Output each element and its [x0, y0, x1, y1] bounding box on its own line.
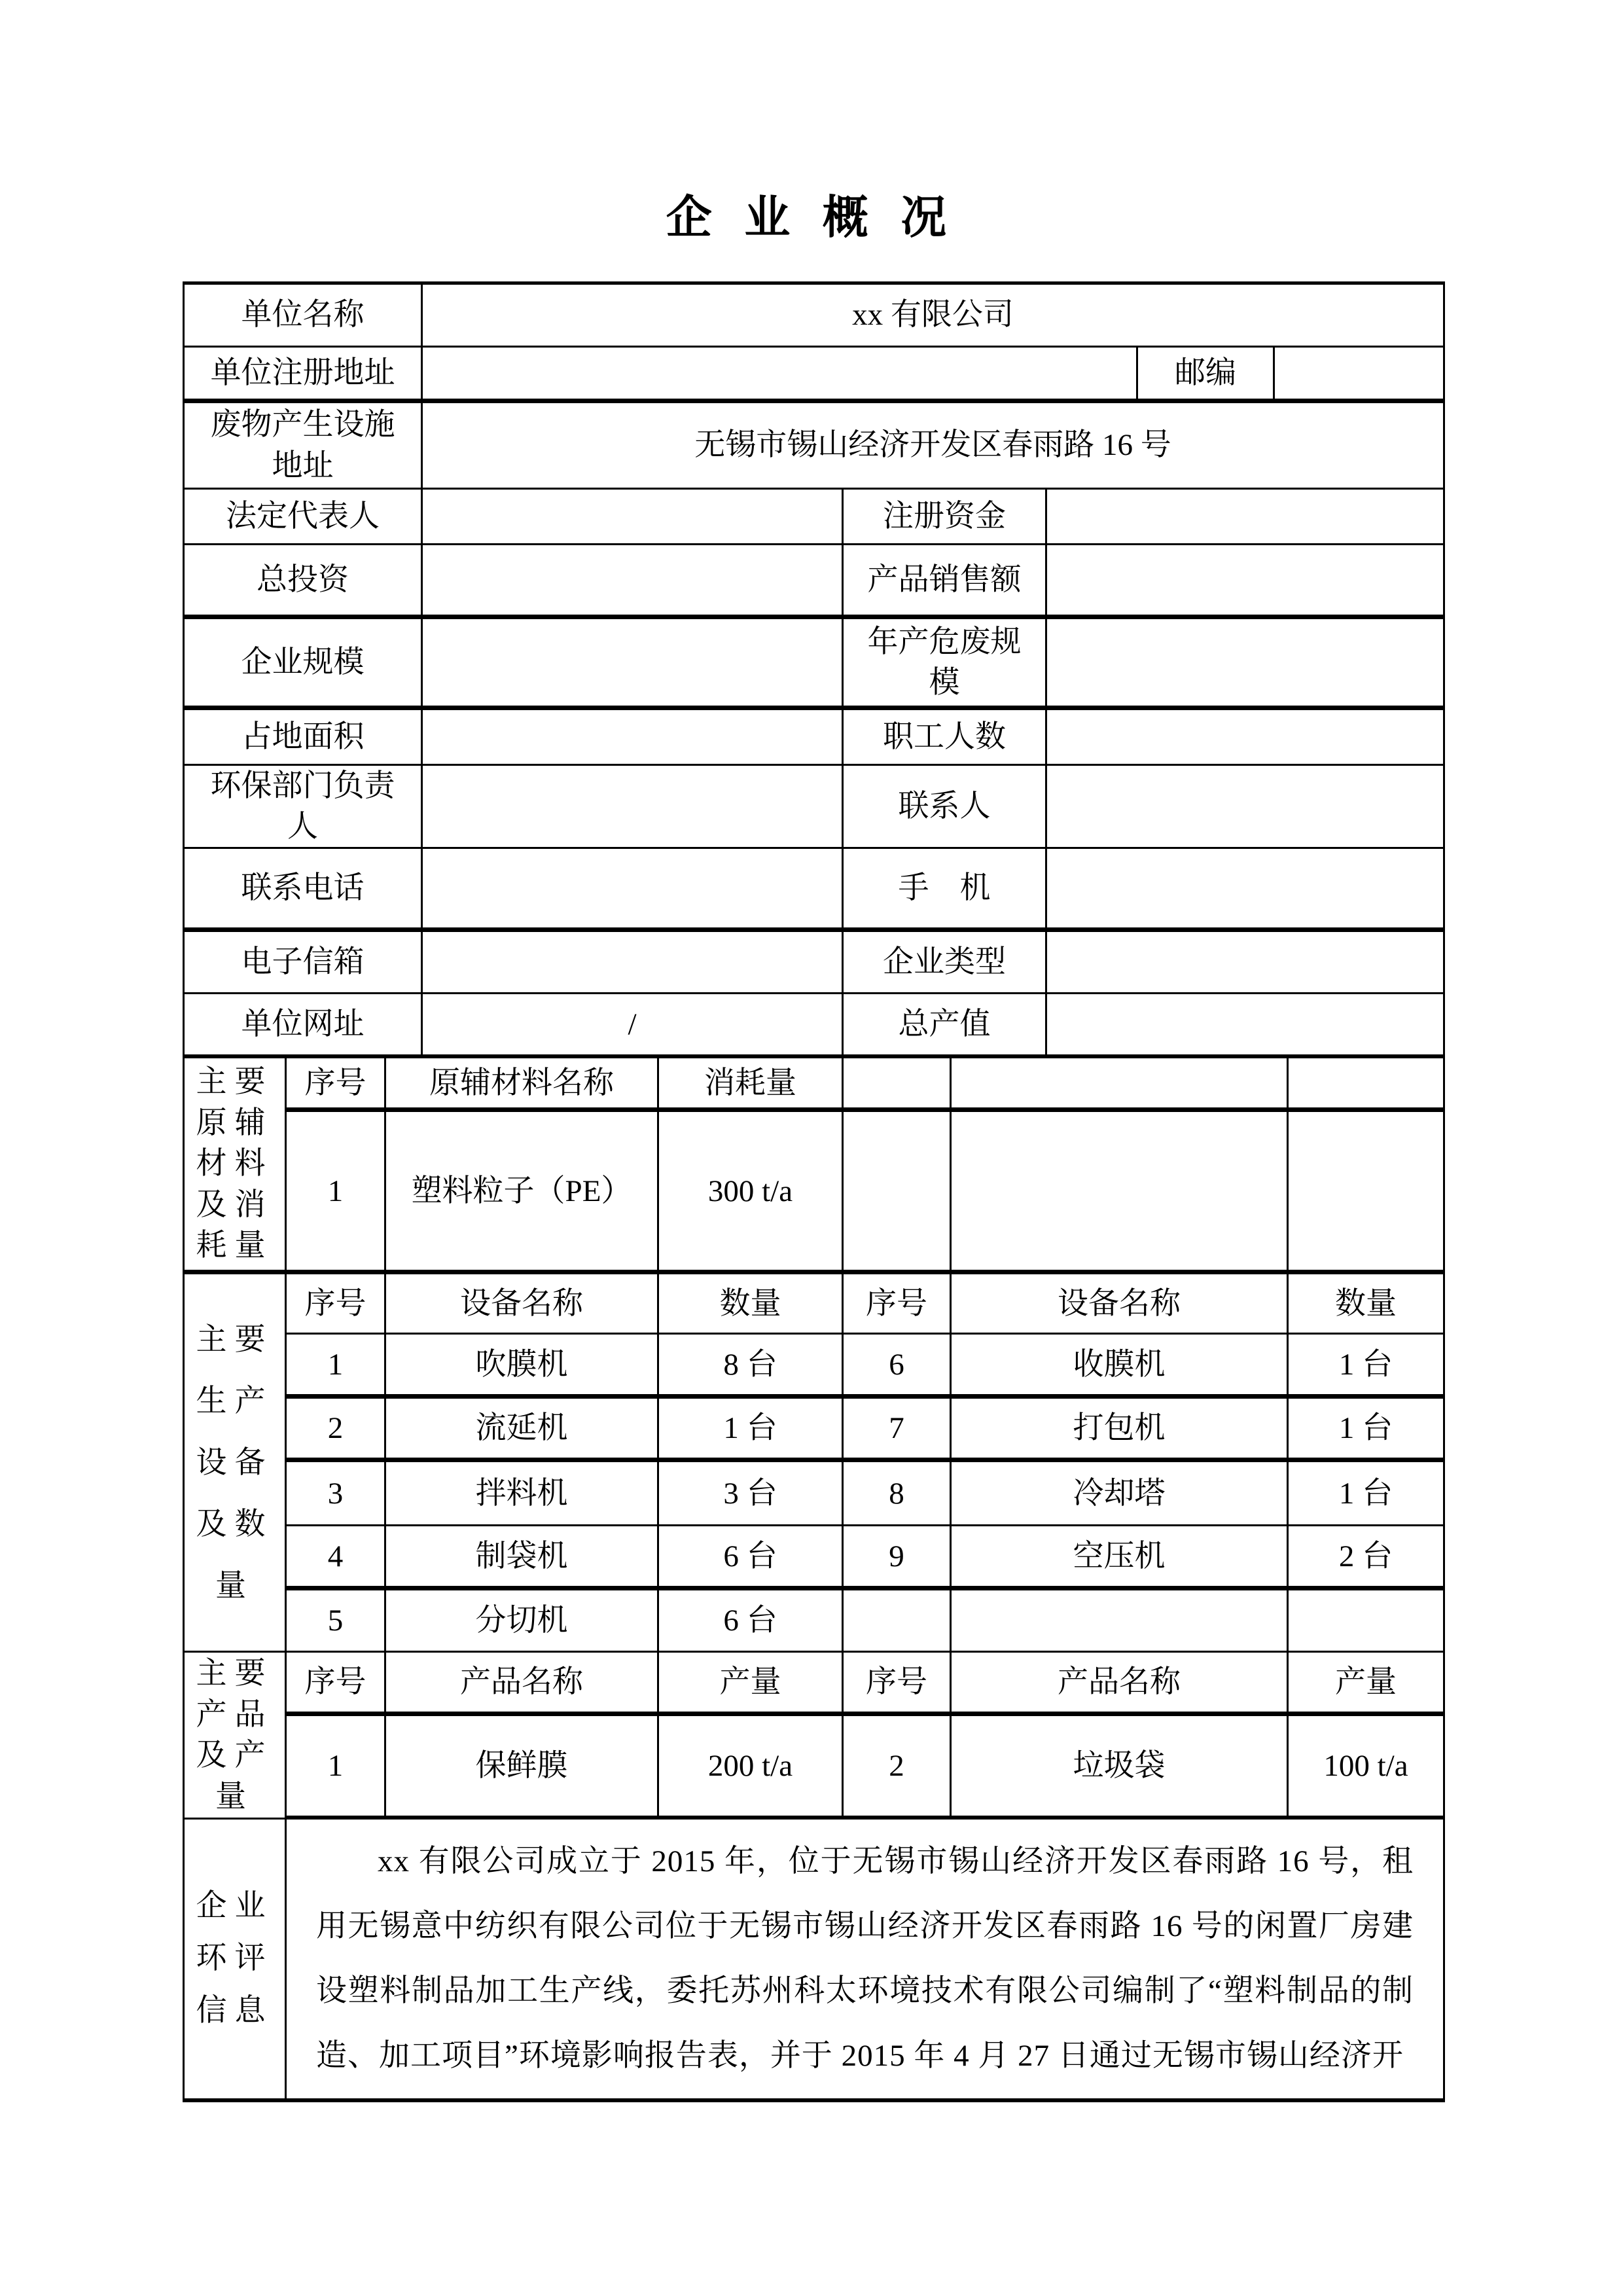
equipment-cell: 1 台 [1289, 1462, 1445, 1526]
equipment-cell: 流延机 [386, 1399, 659, 1462]
materials-header-name: 原辅材料名称 [386, 1058, 659, 1112]
value-enterprise-scale [423, 619, 844, 710]
label-employee-count: 职工人数 [844, 710, 1047, 766]
table-row [185, 1399, 1445, 1462]
equipment-cell: 6 [844, 1335, 952, 1399]
label-legal-representative: 法定代表人 [185, 490, 423, 545]
env-info-paragraph-cell [287, 1820, 1445, 2102]
equipment-cell: 制袋机 [386, 1526, 659, 1590]
equipment-cell: 吹膜机 [386, 1335, 659, 1399]
value-annual-hazwaste-scale [1047, 619, 1445, 710]
label-product-sales: 产品销售额 [844, 545, 1047, 619]
materials-cell-empty [1289, 1112, 1445, 1274]
equipment-cell: 5 [287, 1590, 386, 1653]
materials-cell-name: 塑料粒子（PE） [386, 1112, 659, 1274]
label-enterprise-type: 企业类型 [844, 932, 1047, 994]
value-legal-representative [423, 490, 844, 545]
env-info-table [183, 1820, 1445, 2102]
label-total-output-value: 总产值 [844, 994, 1047, 1056]
label-registered-address: 单位注册地址 [185, 348, 423, 403]
value-land-area [423, 710, 844, 766]
label-land-area: 占地面积 [185, 710, 423, 766]
equipment-cell: 9 [844, 1526, 952, 1590]
table-row [185, 1590, 1445, 1653]
equipment-cell: 打包机 [952, 1399, 1289, 1462]
equipment-cell: 8 台 [659, 1335, 844, 1399]
table-row [185, 1653, 1445, 1716]
value-facility-address: 无锡市锡山经济开发区春雨路 16 号 [423, 403, 1445, 490]
equipment-header-no: 序号 [287, 1274, 386, 1335]
page-title: 企 业 概 况 [666, 193, 957, 243]
label-registered-capital: 注册资金 [844, 490, 1047, 545]
label-email: 电子信箱 [185, 932, 423, 994]
value-contact-phone [423, 849, 844, 932]
equipment-cell: 4 [287, 1526, 386, 1590]
equipment-cell: 1 [287, 1335, 386, 1399]
materials-cell-empty [844, 1112, 952, 1274]
enterprise-overview-form [183, 281, 1445, 2102]
materials-header-amount: 消耗量 [659, 1058, 844, 1112]
materials-cell-no: 1 [287, 1112, 386, 1274]
env-info-paragraph: xx 有限公司成立于 2015 年，位于无锡市锡山经济开发区春雨路 16 号，租用无锡意中纺织有限公司位于无锡市锡山经济开发区春雨路 16 号的闲置厂房建设塑料制品加工生产线，委托苏州科太环境技术有限公司编制了“塑料制品的制造、加工项目”环境影响报告表，并于 2015 年 4 月 27 日通过无锡市锡山经济开 [316, 1844, 1414, 2073]
equipment-cell [844, 1590, 952, 1653]
materials-cell-empty [952, 1112, 1289, 1274]
equipment-header-name: 设备名称 [952, 1274, 1289, 1335]
equipment-header-no: 序号 [844, 1274, 952, 1335]
label-unit-name: 单位名称 [185, 285, 423, 348]
section-label-env-info: 企业环评信息 [185, 1820, 287, 2102]
table-row [185, 1462, 1445, 1526]
table-row [185, 285, 1445, 348]
value-contact-person [1047, 766, 1445, 849]
table-row [185, 1335, 1445, 1399]
equipment-cell: 1 台 [1289, 1399, 1445, 1462]
equipment-cell: 1 台 [659, 1399, 844, 1462]
table-row [185, 403, 1445, 490]
equipment-header-qty: 数量 [1289, 1274, 1445, 1335]
basic-info-table [183, 281, 1445, 1056]
equipment-cell: 6 台 [659, 1590, 844, 1653]
label-env-dept-head: 环保部门负责人 [185, 766, 423, 849]
value-enterprise-type [1047, 932, 1445, 994]
materials-header-empty [1289, 1058, 1445, 1112]
materials-equipment-products-table [183, 1056, 1445, 1820]
table-row [185, 1058, 1445, 1112]
equipment-cell: 2 台 [1289, 1526, 1445, 1590]
products-header-name: 产品名称 [952, 1653, 1289, 1716]
equipment-cell: 2 [287, 1399, 386, 1462]
label-annual-hazwaste-scale: 年产危废规模 [844, 619, 1047, 710]
value-total-investment [423, 545, 844, 619]
label-contact-phone: 联系电话 [185, 849, 423, 932]
value-email [423, 932, 844, 994]
products-header-no: 序号 [844, 1653, 952, 1716]
materials-header-empty [952, 1058, 1289, 1112]
label-total-investment: 总投资 [185, 545, 423, 619]
products-header-name: 产品名称 [386, 1653, 659, 1716]
table-row [185, 994, 1445, 1056]
products-cell: 垃圾袋 [952, 1716, 1289, 1820]
equipment-header-name: 设备名称 [386, 1274, 659, 1335]
value-mobile-phone [1047, 849, 1445, 932]
table-row [185, 766, 1445, 849]
label-enterprise-scale: 企业规模 [185, 619, 423, 710]
equipment-cell [1289, 1590, 1445, 1653]
table-row [185, 1820, 1445, 2102]
table-row [185, 1526, 1445, 1590]
equipment-cell: 1 台 [1289, 1335, 1445, 1399]
products-cell: 1 [287, 1716, 386, 1820]
products-header-no: 序号 [287, 1653, 386, 1716]
equipment-cell: 3 [287, 1462, 386, 1526]
equipment-cell: 3 台 [659, 1462, 844, 1526]
equipment-cell: 收膜机 [952, 1335, 1289, 1399]
table-row [185, 932, 1445, 994]
section-label-products: 主要产品及产量 [185, 1653, 287, 1820]
products-cell: 200 t/a [659, 1716, 844, 1820]
table-row [185, 710, 1445, 766]
value-website: / [423, 994, 844, 1056]
table-row [185, 490, 1445, 545]
equipment-cell: 7 [844, 1399, 952, 1462]
equipment-cell: 冷却塔 [952, 1462, 1289, 1526]
products-header-output: 产量 [659, 1653, 844, 1716]
table-row [185, 348, 1445, 403]
materials-header-no: 序号 [287, 1058, 386, 1112]
value-registered-address [423, 348, 1138, 403]
value-registered-capital [1047, 490, 1445, 545]
label-mobile-phone: 手 机 [844, 849, 1047, 932]
table-row [185, 619, 1445, 710]
equipment-cell [952, 1590, 1289, 1653]
value-employee-count [1047, 710, 1445, 766]
value-env-dept-head [423, 766, 844, 849]
table-row [185, 1274, 1445, 1335]
value-unit-name: xx 有限公司 [423, 285, 1445, 348]
equipment-cell: 8 [844, 1462, 952, 1526]
equipment-cell: 空压机 [952, 1526, 1289, 1590]
table-row [185, 1112, 1445, 1274]
section-label-equipment: 主要生产设备及数量 [185, 1274, 287, 1653]
products-cell: 100 t/a [1289, 1716, 1445, 1820]
products-cell: 保鲜膜 [386, 1716, 659, 1820]
equipment-cell: 分切机 [386, 1590, 659, 1653]
equipment-header-qty: 数量 [659, 1274, 844, 1335]
equipment-cell: 拌料机 [386, 1462, 659, 1526]
label-website: 单位网址 [185, 994, 423, 1056]
value-postal-code [1275, 348, 1445, 403]
value-product-sales [1047, 545, 1445, 619]
table-row [185, 849, 1445, 932]
equipment-cell: 6 台 [659, 1526, 844, 1590]
table-row [185, 1716, 1445, 1820]
materials-header-empty [844, 1058, 952, 1112]
label-facility-address: 废物产生设施地址 [185, 403, 423, 490]
section-label-materials: 主要原辅材料及消耗量 [185, 1058, 287, 1274]
table-row [185, 545, 1445, 619]
products-cell: 2 [844, 1716, 952, 1820]
label-postal-code: 邮编 [1138, 348, 1275, 403]
label-contact-person: 联系人 [844, 766, 1047, 849]
products-header-output: 产量 [1289, 1653, 1445, 1716]
materials-cell-amount: 300 t/a [659, 1112, 844, 1274]
value-total-output-value [1047, 994, 1445, 1056]
